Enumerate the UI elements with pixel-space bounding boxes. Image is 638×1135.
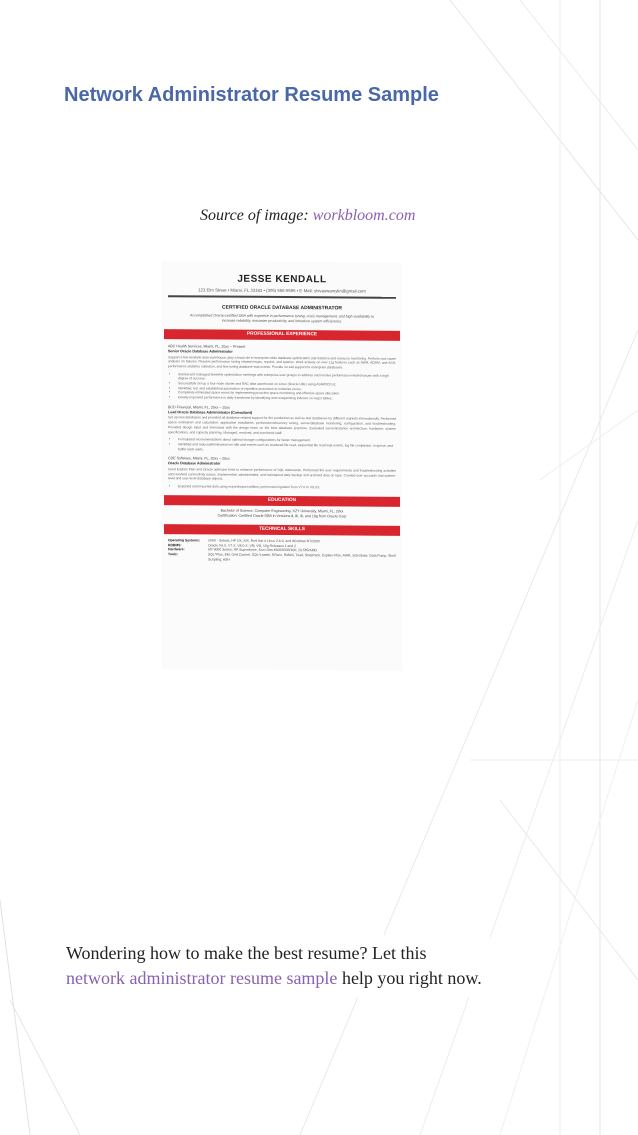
source-link[interactable]: workbloom.com [312,207,416,224]
job-bullet: • Exported and imported data using export/import utilities; performed migration from V7.0 to V8.0.5. [178,484,396,490]
education-certification: Certification: Certified Oracle DBA in Versions 8, 8i, 9i, and 10g from Oracle Corp [217,513,347,519]
slide-title: Network Administrator Resume Sample [64,84,439,106]
job-bullet: • Identified and reduced/eliminated non-idle wait events such as scattered file read, sequential file read wait events, log file completion, in queue, and buffer latch waits. [178,442,396,453]
job-employer: CDE Software, Miami, FL, 20xx – 20xx [168,456,230,461]
job-bullets [178,372,396,402]
skill-value: HP 9000 Series, HP Superdome, Sun Ultra 4500/6500/10K, DL585/AMD [208,547,318,553]
job-header [168,405,396,416]
education-degree: Bachelor of Science, Computer Engineering, XZY University, Miami, FL, 20xx [220,508,344,514]
job-description: Used Explain Plan and Oracle optimizer hints to enhance performance of SQL statements. Performed the user requirements and troubleshooting activities and resolved connectivity issues. Implemented, administrated, and maintained daily backup and archived data on tape. Created user accounts and system-level and user-level database objects. [168,467,396,481]
job-role: Lead Oracle Database Administrator (Consultant) [168,409,253,415]
job-bullet: • Formulated recommendations about optimal storage configurations for faster management. [178,438,396,444]
caption-link[interactable]: network administrator resume sample [66,968,338,988]
section-bar-education: EDUCATION [164,495,400,507]
caption-after: help you right now. [337,968,482,988]
job-role: Senior Oracle Database Administrator [168,348,233,354]
skill-row [168,552,396,563]
job-bullet: • Started and managed biweekly optimization meetings with enterprise user groups to address and resolve performance-related issues with a high degree of success. [178,372,396,383]
job-employer: BCD Financial, Miami, FL, 20xx – 20xx [168,405,230,410]
source-prefix: Source of image: [200,207,309,224]
education-list [162,508,402,520]
skills-list [168,538,396,564]
section-bar-experience: PROFESSIONAL EXPERIENCE [164,329,400,341]
resume-summary: Accomplished Oracle-certified DBA with expertise in performance tuning, crisis management, and high availability to increase reliability, maximize productivity, and introduce system efficiencies. [189,312,375,324]
job-bullet: • Identified, led, and established automation of repetitive processes to minimize errors. [178,386,396,392]
job-bullet: • Greatly improved performance in daily transforms by identifying and reorganizing indexes on major tables. [178,395,396,401]
resume-contact: 123 Elm Street • Miami, FL 33183 • (305) 555-5555 • E-Mail: shivaswamykn@gmail.com [198,287,366,294]
job-description: Support a five-terabyte data warehouse; play a lead role in enterprise-wide database optimization and instance and resource monitoring. Perform root cause analysis on failures. Resolve performance tuning related issues, reports, and queries. Work actively on new 11g features such as AWR, ADDM, and ASH, performance statistics collection, and fine tuning database wait events. Provide on-call support for enterprise databases. [168,354,396,370]
job-header [168,457,396,468]
resume-divider [168,295,396,298]
job-bullets [178,484,396,490]
resume-name: JESSE KENDALL [237,273,327,286]
job-bullets [178,438,396,454]
job-bullet: • Successfully set up a four-node cluster and RAC data warehouse on Linux (Oracle UBL) using ASM/OCFS2. [178,381,396,387]
job-employer: ABC Health Services, Miami, FL, 20xx – Present [168,344,246,349]
caption-text [62,935,490,997]
skill-label: Tools: [168,552,178,557]
job-description: Set up new databases and provided all database-related support for the production as well as test databases for different markets internationally. Performed space estimation and calculation, application installation, performance/memory tuning, server/database monitoring, configuration, and troubleshooting. Provided design input and interacted with the design team on the best database practices. Evaluated server/instance architecture, hardware, system specifications, and capacity planning. Managed, resolved, and monitored staff. [168,415,396,435]
image-source [200,207,415,225]
job-bullet: • Completely eliminated space errors by implementing proactive space monitoring and effective space allocation. [178,391,396,397]
caption-before: Wondering how to make the best resume? Let this [66,943,427,963]
skill-value: Oracle V6.X, V7.X, V8.0.X, V8i, V9i, 10g Releases 1 and 2 [208,543,297,548]
skill-value: SQL*Plus, EM, Grid Control, SQL*Loader, ERwin, RMAN, Toad, StatsPack, Explain-Plan, AWR, Scheduler, Data Pump, Shell Scripting, ASH [208,552,396,562]
skill-label: Operating Systems: [168,537,201,543]
job-header [168,344,396,355]
resume-headline: CERTIFIED ORACLE DATABASE ADMINISTRATOR [222,304,342,311]
skill-value: UNIX - Solaris, HP UX, AIX, Red Hat 4 Linux 2.6.9, and Windows NT/2000 [208,538,320,544]
skill-label: Hardware: [168,547,185,552]
section-bar-skills: TECHNICAL SKILLS [164,524,400,536]
resume-image [162,261,402,671]
job-role: Oracle Database Administrator [168,461,221,466]
skill-label: RDBMS: [168,542,182,547]
